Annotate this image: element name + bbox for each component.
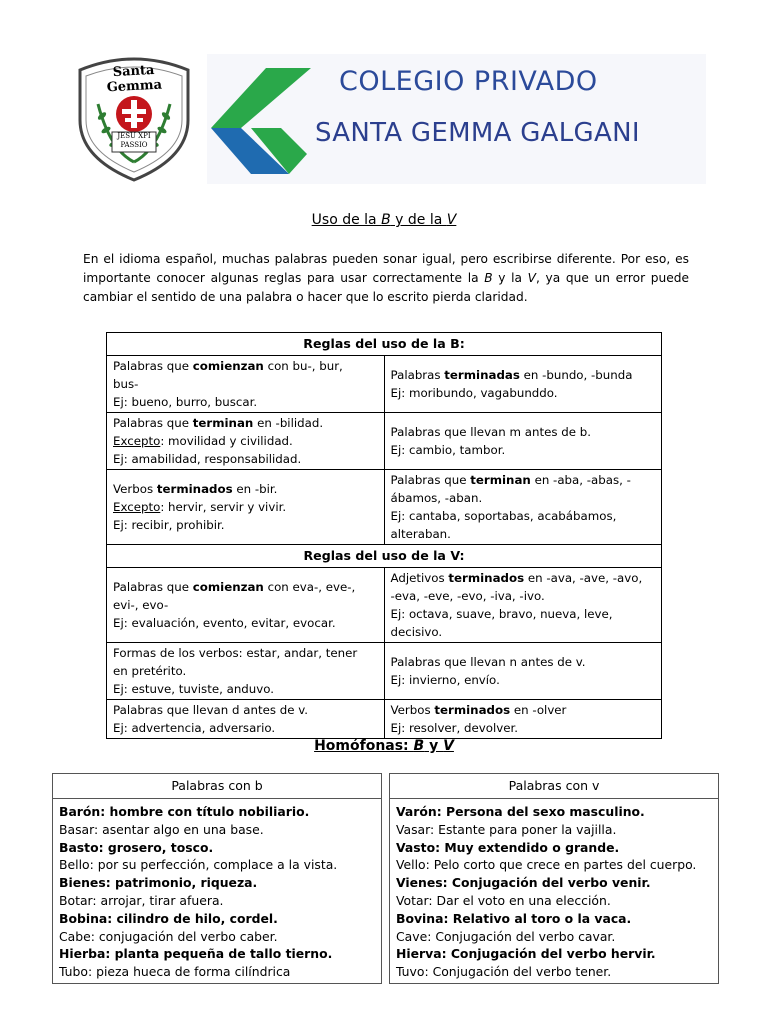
homophone-item: Bovina: Relativo al toro o la vaca.	[396, 910, 632, 926]
seal-motto-1: JESU XPI	[117, 132, 151, 140]
homophone-item: Cabe: conjugación del verbo caber.	[59, 928, 278, 944]
rule-cell: Palabras terminadas en -bundo, -bunda Ej: moribundo, vagabunddo.	[384, 356, 662, 413]
homophone-item: Botar: arrojar, tirar afuera.	[59, 892, 224, 908]
homophone-item: Bobina: cilindro de hilo, cordel.	[59, 910, 278, 926]
homophone-item: Basar: asentar algo en una base.	[59, 821, 264, 837]
homophone-item: Barón: hombre con título nobiliario.	[59, 804, 310, 819]
rule-cell: Adjetivos terminados en -ava, -ave, -avo, -eva, -eve, -evo, -iva, -ivo. Ej: octava, suave, bravo, nueva, leve, decisivo.	[384, 568, 662, 643]
seal-text: Santa Gemma	[106, 62, 163, 96]
chevron-logo-icon	[211, 66, 321, 176]
rule-cell: Verbos terminados en -bir. Excepto: hervir, servir y vivir. Ej: recibir, prohibir.	[107, 470, 385, 545]
b-word-list	[53, 799, 381, 983]
header	[0, 0, 768, 200]
rule-cell: Palabras que comienzan con eva-, eve-, evi-, evo- Ej: evaluación, evento, evitar, evocar.	[107, 568, 385, 643]
homophones-b-box	[52, 773, 382, 984]
v-word-list	[390, 799, 718, 983]
b-rules-header: Reglas del uso de la B:	[107, 333, 662, 356]
homophone-item: Bienes: patrimonio, riqueza.	[59, 875, 258, 891]
homophone-item: Vasto: Muy extendido o grande.	[396, 839, 620, 855]
rule-cell: Verbos terminados en -olver Ej: resolver, devolver.	[384, 700, 662, 739]
rule-cell: Palabras que llevan d antes de v. Ej: advertencia, adversario.	[107, 700, 385, 739]
rule-cell: Formas de los verbos: estar, andar, tener en pretérito. Ej: estuve, tuviste, anduvo.	[107, 643, 385, 700]
page-title: Uso de la B y de la V	[311, 212, 457, 228]
school-seal-logo	[70, 54, 198, 184]
rule-cell: Palabras que comienzan con bu-, bur, bus- Ej: bueno, burro, buscar.	[107, 356, 385, 413]
rules-table	[106, 332, 662, 739]
school-banner	[207, 54, 706, 184]
rule-cell: Palabras que terminan en -aba, -abas, - ábamos, -aban. Ej: cantaba, soportabas, acabábamos, alteraban.	[384, 470, 662, 545]
homophone-item: Votar: Dar el voto en una elección.	[396, 892, 611, 908]
homophone-item: Tubo: pieza hueca de forma cilíndrica	[59, 964, 291, 980]
homophone-item: Bello: por su perfección, complace a la vista.	[59, 857, 338, 873]
homophone-item: Hierva: Conjugación del verbo hervir.	[396, 946, 656, 962]
homophone-item: Vasar: Estante para poner la vajilla.	[396, 821, 617, 837]
homophone-item: Cave: Conjugación del verbo cavar.	[396, 928, 616, 944]
banner-line-2: SANTA GEMMA GALGANI	[315, 118, 640, 148]
homophone-item: Vello: Pelo corto que crece en partes del cuerpo.	[396, 857, 697, 873]
homophone-item: Varón: Persona del sexo masculino.	[396, 804, 645, 819]
seal-motto-2: PASSIO	[120, 141, 148, 149]
rule-cell: Palabras que terminan en -bilidad. Excepto: movilidad y civilidad. Ej: amabilidad, responsabilidad.	[107, 413, 385, 470]
homophone-item: Hierba: planta pequeña de tallo tierno.	[59, 946, 333, 962]
homophone-item: Vienes: Conjugación del verbo venir.	[396, 875, 651, 891]
rule-cell: Palabras que llevan m antes de b. Ej: cambio, tambor.	[384, 413, 662, 470]
banner-line-1: COLEGIO PRIVADO	[339, 66, 598, 97]
homophone-item: Basto: grosero, tosco.	[59, 839, 214, 855]
v-rules-header: Reglas del uso de la V:	[107, 545, 662, 568]
b-column-header: Palabras con b	[53, 774, 381, 799]
homophones-v-box	[389, 773, 719, 984]
intro-paragraph: En el idioma español, muchas palabras pueden sonar igual, pero escribirse diferente. Por eso, es importante conocer algunas reglas para usar correctamente la B y la V, ya que un error puede cambiar el sentido de una palabra o hacer que lo escrito pierda claridad.	[83, 252, 689, 304]
homophones-title: Homófonas: B y V	[314, 738, 454, 754]
homophone-item: Tuvo: Conjugación del verbo tener.	[396, 964, 612, 980]
rule-cell: Palabras que llevan n antes de v. Ej: invierno, envío.	[384, 643, 662, 700]
v-column-header: Palabras con v	[390, 774, 718, 799]
